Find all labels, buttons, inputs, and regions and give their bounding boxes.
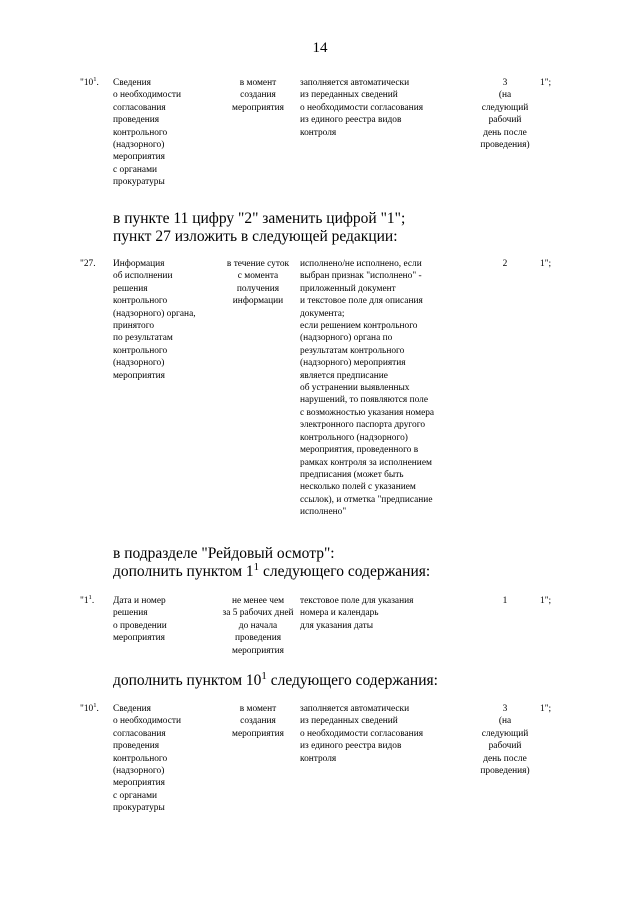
item-name: Дата и номер решения о проведении мероприятия — [113, 596, 167, 644]
page-number: 14 — [312, 40, 328, 56]
instruction-line: пункт 27 изложить в следующей редакции: — [113, 228, 398, 245]
item-deadline: не менее чем за 5 рабочих дней до начала проведения мероприятия — [222, 596, 294, 656]
instruction-line: в пункте 11 цифру "2" заменить цифрой "1"; — [113, 210, 406, 227]
instruction-paragraph — [113, 669, 593, 690]
instruction-paragraph — [113, 210, 593, 246]
item-deadline: в момент создания мероприятия — [232, 704, 284, 739]
item-deadline: в течение суток с момента получения информации — [226, 259, 290, 307]
item-end: 1"; — [540, 596, 552, 606]
item-deadline: в момент создания мероприятия — [232, 78, 284, 113]
item-description: текстовое поле для указания номера и календарь для указания даты — [300, 596, 414, 631]
item-name: Информация об исполнении решения контрольного (надзорного) органа, принятого по результатам контрольного (надзорного) мероприятия — [113, 259, 196, 381]
item-value: 3 (на следующий рабочий день после проведения) — [480, 78, 530, 151]
item-description: исполнено/не исполнено, если выбран признак "исполнено" - приложенный документ и текстовое поле для описания документа; если решением контрольного (надзорного) органа по результатам контрольного (надзорного) мероприятия является предписание об устранении выявленных нарушений, то появляются поле с возможностью указания номера электронного паспорта другого контрольного (надзорного) мероприятия, проведенного в рамках контроля за исполнением предписания (может быть несколько полей с указанием ссылок), и отметка "предписание исполнено" — [300, 259, 435, 518]
instruction-line: в подразделе "Рейдовый осмотр": — [113, 545, 335, 562]
item-value: 3 (на следующий рабочий день после проведения) — [480, 704, 530, 777]
item-value: 2 — [502, 259, 508, 269]
row-number: "$1^1$. — [80, 593, 95, 606]
row-number: "$10^1$. — [80, 701, 99, 714]
item-description: заполняется автоматически из переданных сведений о необходимости согласования из единого реестра видов контроля — [300, 704, 424, 764]
item-end: 1"; — [540, 78, 552, 88]
instruction-paragraph — [113, 545, 593, 581]
item-name: Сведения о необходимости согласования проведения контрольного (надзорного) мероприятия с органами прокуратуры — [113, 704, 181, 814]
item-value: 1 — [502, 596, 508, 606]
row-number: "$10^1$. — [80, 75, 99, 88]
row-number: "27. — [80, 259, 96, 269]
instruction-line: дополнить пунктом $10^1$ следующего содержания: — [113, 669, 438, 689]
item-name: Сведения о необходимости согласования проведения контрольного (надзорного) мероприятия с органами прокуратуры — [113, 78, 181, 188]
item-end: 1"; — [540, 259, 552, 269]
instruction-line: дополнить пунктом $1^1$ следующего содержания: — [113, 560, 431, 580]
item-description: заполняется автоматически из переданных сведений о необходимости согласования из единого реестра видов контроля — [300, 78, 424, 138]
item-end: 1"; — [540, 704, 552, 714]
